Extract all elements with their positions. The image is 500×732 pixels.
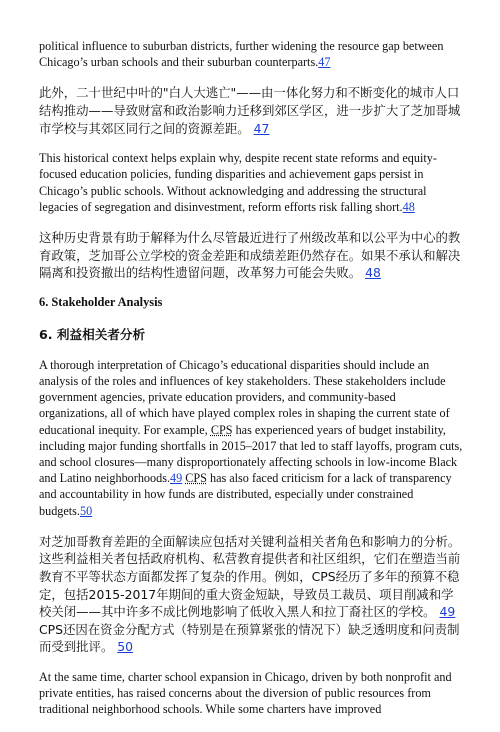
footnote-link-47[interactable]: 47 bbox=[253, 120, 270, 136]
paragraph-text: 对芝加哥教育差距的全面解读应包括对关键利益相关者角色和影响力的分析。这些利益相关者包括政府机构、私营教育提供者和社区组织，它们在塑造当前教育不平等状态方面都发挥了复杂的作用。例如，CPS经历了多年的预算不稳定，包括2015-2017年期间的重大资金短缺，导致员工裁员、项目削减和学校关闭——其中许多不成比例地影响了低收入黑人和拉丁裔社区的学校。 bbox=[39, 533, 461, 620]
paragraph-text: A thorough interpretation of Chicago’s educational disparities should include an analysis of the roles and influences of key stakeholders. These stakeholders include government agencies, private education providers, and community-based organizations, all of which have played complex roles in shaping the current state of educational inequity. For example, bbox=[39, 357, 450, 437]
paragraph-text: 这种历史背景有助于解释为什么尽管最近进行了州级改革和以公平为中心的教育政策，芝加哥公立学校的资金差距和成绩差距仍然存在。如果不承认和解决隔离和投资撤出的结构性遗留问题，改革努力可能会失败。 bbox=[39, 230, 461, 281]
paragraph-text: has also faced criticism for a lack of transparency and accountability in how funds are distributed, especially under constrained budgets. bbox=[39, 471, 452, 518]
paragraph-stakeholder-zh bbox=[39, 533, 464, 656]
footnote-link-49[interactable]: 49 bbox=[170, 471, 183, 486]
footnote-link-50[interactable]: 50 bbox=[117, 639, 134, 655]
cps-abbreviation[interactable]: CPS bbox=[185, 471, 207, 486]
paragraph-en-1 bbox=[39, 38, 464, 70]
paragraph-text: political influence to suburban districts, further widening the resource gap between Chicago’s urban schools and their suburban counterparts. bbox=[39, 39, 444, 70]
paragraph-en-last: At the same time, charter school expansion in Chicago, driven by both nonprofit and private entities, has raised concerns about the diversion of public resources from traditional neighborhood schools. While some charters have improved bbox=[39, 669, 452, 717]
footnote-link-48[interactable]: 48 bbox=[402, 199, 415, 214]
footnote-link-47[interactable]: 47 bbox=[318, 55, 331, 70]
paragraph-en-2 bbox=[39, 150, 464, 215]
paragraph-zh-1 bbox=[39, 84, 464, 137]
paragraph-text: 此外，二十世纪中叶的"白人大逃亡"——由一体化努力和不断变化的城市人口结构推动——导致财富和政治影响力迁移到郊区学区，进一步扩大了芝加哥城市学校与其郊区同行之间的资源差距。 bbox=[39, 85, 461, 136]
paragraph-text: CPS还因在资金分配方式（特别是在预算紧张的情况下）缺乏透明度和问责制而受到批评。 bbox=[39, 621, 460, 655]
paragraph-text: has experienced years of budget instability, including major funding shortfalls in 2015–2017 that led to staff layoffs, program cuts, and school closures—many disproportionately affecting schools in low-income Black and Latino neighborhoods. bbox=[39, 422, 463, 486]
section-heading-zh: 6. 利益相关者分析 bbox=[39, 326, 146, 342]
footnote-link-49[interactable]: 49 bbox=[439, 604, 456, 620]
paragraph-stakeholder-en bbox=[39, 357, 464, 519]
document-page bbox=[39, 38, 464, 732]
footnote-link-48[interactable]: 48 bbox=[365, 265, 381, 281]
section-heading-en: 6. Stakeholder Analysis bbox=[39, 294, 163, 309]
paragraph-text: This historical context helps explain why, despite recent state reforms and equity-focused education policies, funding disparities and achievement gaps persist in Chicago’s public schools. Without acknowledging and addressing the structural legacies of segregation and disinvestment, reform efforts risk falling short. bbox=[39, 151, 437, 214]
cps-abbreviation[interactable]: CPS bbox=[210, 422, 233, 437]
paragraph-zh-2 bbox=[39, 229, 464, 282]
footnote-link-50[interactable]: 50 bbox=[79, 503, 93, 518]
